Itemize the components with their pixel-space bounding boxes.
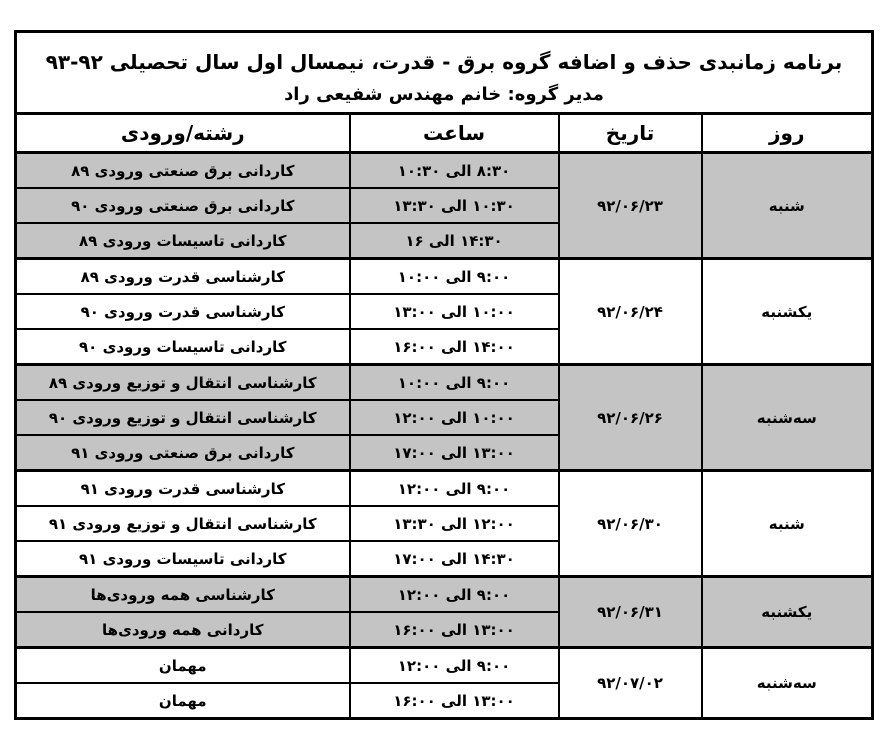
date-cell: ۹۲/۰۶/۲۳ bbox=[559, 153, 702, 259]
title-row bbox=[16, 32, 873, 114]
header-row bbox=[16, 114, 873, 153]
program-cell: کارشناسی انتقال و توزیع ورودی ۹۱ bbox=[16, 506, 350, 541]
table-row bbox=[16, 648, 873, 684]
date-cell: ۹۲/۰۶/۳۰ bbox=[559, 471, 702, 577]
day-cell: یکشنبه bbox=[702, 259, 873, 365]
schedule-sheet bbox=[14, 30, 874, 720]
program-cell: کارشناسی انتقال و توزیع ورودی ۸۹ bbox=[16, 365, 350, 401]
time-cell: ۱۳:۰۰ الی ۱۷:۰۰ bbox=[350, 435, 559, 471]
table-row bbox=[16, 153, 873, 189]
day-cell: یکشنبه bbox=[702, 577, 873, 648]
program-cell: کاردانی همه ورودی‌ها bbox=[16, 612, 350, 648]
program-cell: کاردانی برق صنعتی ورودی ۹۱ bbox=[16, 435, 350, 471]
program-cell: کاردانی تاسیسات ورودی ۹۱ bbox=[16, 541, 350, 577]
group-manager-line: مدیر گروه: خانم مهندس شفیعی راد bbox=[284, 83, 604, 105]
time-cell: ۱۳:۰۰ الی ۱۶:۰۰ bbox=[350, 683, 559, 719]
title-cell bbox=[16, 32, 873, 114]
day-cell: سه‌شنبه bbox=[702, 365, 873, 471]
time-cell: ۱۰:۰۰ الی ۱۲:۰۰ bbox=[350, 400, 559, 435]
program-cell: مهمان bbox=[16, 648, 350, 684]
time-cell: ۱۰:۳۰ الی ۱۳:۳۰ bbox=[350, 188, 559, 223]
time-cell: ۹:۰۰ الی ۱۲:۰۰ bbox=[350, 471, 559, 507]
time-cell: ۱۰:۰۰ الی ۱۳:۰۰ bbox=[350, 294, 559, 329]
day-cell: شنبه bbox=[702, 471, 873, 577]
program-cell: کارشناسی انتقال و توزیع ورودی ۹۰ bbox=[16, 400, 350, 435]
program-cell: کاردانی برق صنعتی ورودی ۸۹ bbox=[16, 153, 350, 189]
time-cell: ۱۴:۳۰ الی ۱۷:۰۰ bbox=[350, 541, 559, 577]
table-row bbox=[16, 471, 873, 507]
time-cell: ۱۴:۰۰ الی ۱۶:۰۰ bbox=[350, 329, 559, 365]
time-cell: ۱۲:۰۰ الی ۱۳:۳۰ bbox=[350, 506, 559, 541]
column-header-date: تاریخ bbox=[559, 114, 702, 153]
column-header-day: روز bbox=[702, 114, 873, 153]
program-cell: کارشناسی همه ورودی‌ها bbox=[16, 577, 350, 613]
program-cell: کاردانی برق صنعتی ورودی ۹۰ bbox=[16, 188, 350, 223]
page-title: برنامه زمانبدی حذف و اضافه گروه برق - قدرت، نیمسال اول سال تحصیلی ۹۲‏-‏۹۳ bbox=[45, 49, 843, 74]
date-cell: ۹۲/۰۶/۳۱ bbox=[559, 577, 702, 648]
time-cell: ۹:۰۰ الی ۱۰:۰۰ bbox=[350, 259, 559, 295]
date-cell: ۹۲/۰۶/۲۶ bbox=[559, 365, 702, 471]
schedule-table bbox=[14, 30, 874, 720]
program-cell: کارشناسی قدرت ورودی ۸۹ bbox=[16, 259, 350, 295]
program-cell: کاردانی تاسیسات ورودی ۹۰ bbox=[16, 329, 350, 365]
table-row bbox=[16, 259, 873, 295]
program-cell: مهمان bbox=[16, 683, 350, 719]
day-cell: سه‌شنبه bbox=[702, 648, 873, 719]
program-cell: کارشناسی قدرت ورودی ۹۰ bbox=[16, 294, 350, 329]
program-cell: کاردانی تاسیسات ورودی ۸۹ bbox=[16, 223, 350, 259]
table-row bbox=[16, 365, 873, 401]
column-header-program: رشته/ورودی bbox=[16, 114, 350, 153]
time-cell: ۹:۰۰ الی ۱۲:۰۰ bbox=[350, 648, 559, 684]
date-cell: ۹۲/۰۶/۲۴ bbox=[559, 259, 702, 365]
column-header-time: ساعت bbox=[350, 114, 559, 153]
time-cell: ۹:۰۰ الی ۱۰:۰۰ bbox=[350, 365, 559, 401]
program-cell: کارشناسی قدرت ورودی ۹۱ bbox=[16, 471, 350, 507]
table-row bbox=[16, 577, 873, 613]
time-cell: ۹:۰۰ الی ۱۲:۰۰ bbox=[350, 577, 559, 613]
date-cell: ۹۲/۰۷/۰۲ bbox=[559, 648, 702, 719]
time-cell: ۱۳:۰۰ الی ۱۶:۰۰ bbox=[350, 612, 559, 648]
day-cell: شنبه bbox=[702, 153, 873, 259]
time-cell: ۸:۳۰ الی ۱۰:۳۰ bbox=[350, 153, 559, 189]
time-cell: ۱۴:۳۰ الی ۱۶ bbox=[350, 223, 559, 259]
